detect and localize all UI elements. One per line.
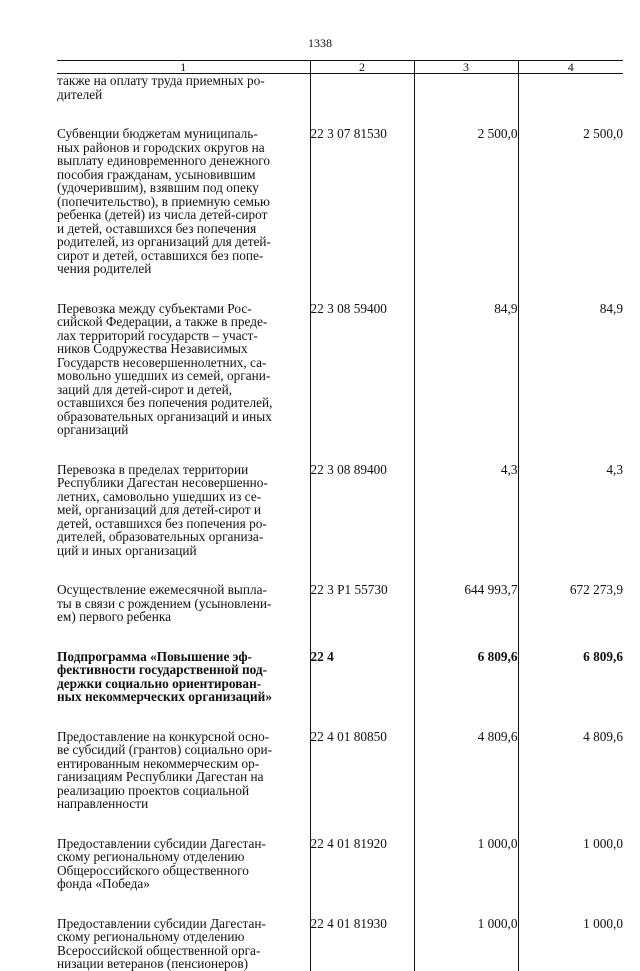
row-name-cell (57, 463, 310, 584)
table-row (57, 302, 623, 463)
row-code-cell (310, 463, 414, 584)
row-value-year2-cell (518, 463, 623, 584)
row-code-text: 22 3 07 81530 (310, 126, 387, 141)
row-value-year1-text: 4,3 (500, 461, 518, 477)
row-value-year1-text: 84,9 (494, 300, 518, 316)
row-name-cell (57, 650, 310, 730)
row-value-year2-cell (518, 127, 623, 302)
row-code-text: 22 4 01 81920 (310, 835, 387, 851)
row-value-year2-text: 4 809,6 (583, 728, 623, 744)
column-header-4: 4 (518, 61, 623, 74)
row-name-text: Предоставлении субсидии Дагестан- скому региональному отделению Общероссийского общественного фонда «Победа» (57, 835, 266, 891)
row-name-text: Подпрограмма «Повышение эф- фективности государственной под- держки социально ориентирован- ных некоммерческих организаций» (57, 648, 272, 704)
row-value-year2-cell (518, 74, 623, 128)
header-row (57, 61, 623, 74)
row-code-cell (310, 127, 414, 302)
row-name-cell (57, 917, 310, 971)
row-value-year2-text: 1 000,0 (583, 915, 623, 931)
row-name-text: Перевозка между субъектами Рос- сийской Федерации, а также в преде- лах территорий государств – участ- ников Содружества Независимых Государств несовершеннолетних, са- мовольно ушедших из семей, органи- заций для детей-сирот и детей, оставшихся без попечения родителей, образовательных организаций и иных организаций (57, 300, 273, 437)
row-name-cell (57, 127, 310, 302)
row-name-cell (57, 302, 310, 463)
row-code-text: 22 4 01 81930 (310, 915, 387, 931)
row-name-cell (57, 730, 310, 837)
row-value-year2-cell (518, 730, 623, 837)
row-value-year2-text: 6 809,6 (583, 648, 623, 664)
row-name-text: Осуществление ежемесячной выпла- ты в связи с рождением (усыновлени- ем) первого ребенка (57, 582, 272, 624)
row-value-year1-cell (414, 583, 518, 650)
row-value-year2-text: 84,9 (599, 300, 623, 316)
row-code-text: 22 4 (310, 648, 334, 664)
row-value-year1-text: 644 993,7 (464, 582, 518, 597)
row-code-text: 22 4 01 80850 (310, 728, 387, 744)
row-value-year1-text: 6 809,6 (477, 648, 518, 664)
table-row (57, 730, 623, 837)
row-code-text: 22 3 08 59400 (310, 300, 387, 316)
row-value-year1-cell (414, 74, 518, 128)
budget-table (57, 60, 623, 971)
row-value-year2-cell (518, 650, 623, 730)
row-value-year1-text: 2 500,0 (477, 126, 518, 141)
column-header-1: 1 (57, 61, 310, 74)
row-value-year1-text: 1 000,0 (477, 835, 518, 851)
row-value-year2-cell (518, 917, 623, 971)
row-value-year1-cell (414, 463, 518, 584)
row-name-text: Перевозка в пределах территории Республики Дагестан несовершенно- летних, самовольно ушедших из се- мей, организаций для детей-сирот и детей, оставшихся без попечения ро- дителей, образовательных организа- ций и иных организаций (57, 461, 268, 558)
row-value-year2-text: 4,3 (606, 461, 623, 477)
row-code-text: 22 3 Р1 55730 (310, 582, 388, 597)
table-body (57, 74, 623, 971)
row-value-year1-cell (414, 302, 518, 463)
row-value-year2-cell (518, 302, 623, 463)
table-row (57, 583, 623, 650)
row-code-cell (310, 650, 414, 730)
row-name-cell (57, 74, 310, 128)
row-value-year2-text: 2 500,0 (583, 126, 623, 141)
row-value-year1-cell (414, 917, 518, 971)
row-name-text: Предоставлении субсидии Дагестан- скому региональному отделению Всероссийской общественной орга- низации ветеранов (пенсионеров) (57, 915, 266, 971)
row-value-year2-cell (518, 583, 623, 650)
table-row (57, 74, 623, 128)
row-value-year1-text: 1 000,0 (477, 915, 518, 931)
row-value-year1-text: 4 809,6 (477, 728, 518, 744)
row-name-text: также на оплату труда приемных ро- дителей (57, 73, 265, 102)
row-value-year2-text: 1 000,0 (583, 835, 623, 851)
row-value-year2-text: 672 273,9 (569, 582, 623, 597)
row-code-cell (310, 583, 414, 650)
row-code-cell (310, 730, 414, 837)
row-code-cell (310, 917, 414, 971)
page-number: 1338 (308, 36, 332, 50)
column-header-2: 2 (310, 61, 414, 74)
column-header-3: 3 (414, 61, 518, 74)
row-value-year1-cell (414, 650, 518, 730)
table-row (57, 917, 623, 971)
row-code-text: 22 3 08 89400 (310, 461, 387, 477)
row-code-cell (310, 302, 414, 463)
row-value-year1-cell (414, 127, 518, 302)
table-row (57, 127, 623, 302)
row-value-year1-cell (414, 730, 518, 837)
table-row (57, 463, 623, 584)
row-name-text: Предоставление на конкурсной осно- ве субсидий (грантов) социально ори- ентированным некоммерческим ор- ганизациям Республики Дагестан на реализацию проектов социальной направленности (57, 728, 273, 811)
row-code-cell (310, 74, 414, 128)
row-name-text: Субвенции бюджетам муниципаль- ных районов и городских округов на выплату единовременного денежного пособия гражданам, усыновившим (удочерившим), взявшим под опеку (попечительство), в приемную семью ребенка (детей) из числа детей-сирот и детей, оставшихся без попечения родителей, из организаций для детей- сирот и детей, оставшихся без попе- чения родителей (57, 126, 271, 276)
table-row (57, 650, 623, 730)
row-name-cell (57, 583, 310, 650)
